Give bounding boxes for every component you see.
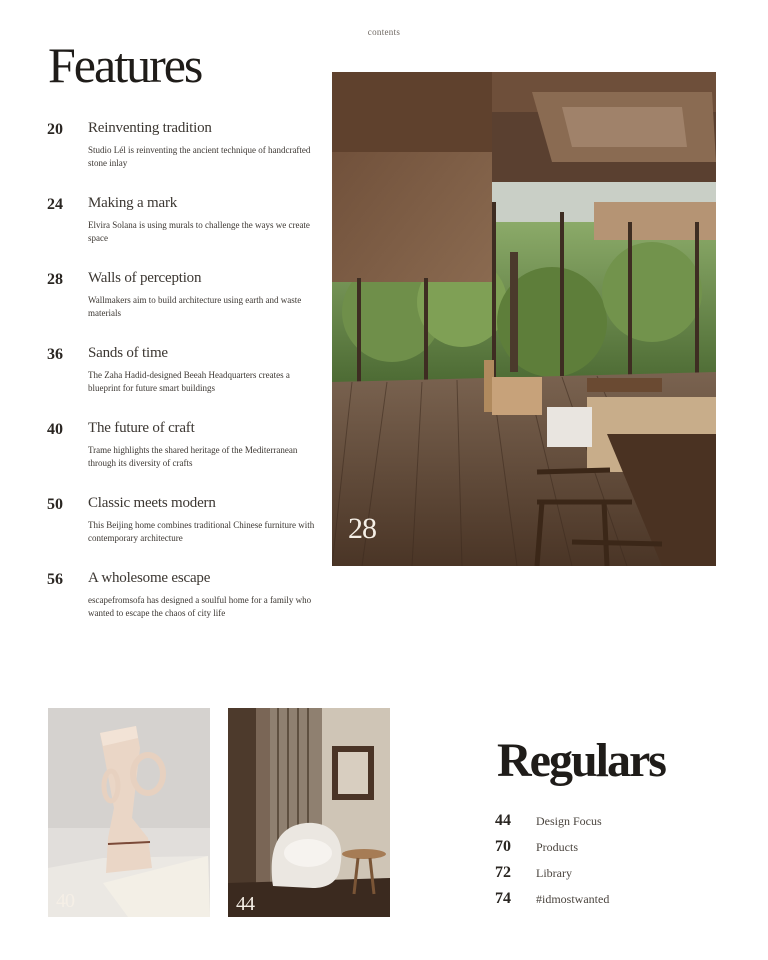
feature-heading: Sands of time [88,345,168,361]
regular-label: Products [536,840,578,854]
feature-heading: Walls of perception [88,270,202,286]
ceramic-vase-illustration [48,708,210,917]
feature-page-number: 28 [47,271,63,288]
regular-page-number: 44 [495,812,511,829]
feature-description: Trame highlights the shared heritage of the Mediterranean through its diversity of crafts [88,445,298,468]
regular-page-number: 70 [495,838,511,855]
feature-description: Studio Lél is reinventing the ancient technique of handcrafted stone inlay [88,145,311,168]
main-feature-photo[interactable] [332,72,716,566]
feature-page-number: 50 [47,496,63,513]
feature-heading: Making a mark [88,195,178,211]
regular-item[interactable] [495,838,695,858]
regular-label: Design Focus [536,814,602,828]
features-title: Features [48,37,202,93]
feature-heading: A wholesome escape [88,570,211,586]
feature-heading: Classic meets modern [88,495,216,511]
feature-description: escapefromsofa has designed a soulful home for a family who wanted to escape the chaos of city life [88,595,312,618]
feature-heading: The future of craft [88,420,195,436]
interior-room-illustration [332,72,716,566]
vase-photo[interactable] [48,708,210,917]
chair-photo[interactable] [228,708,390,917]
regular-page-number: 74 [495,890,511,907]
regulars-title: Regulars [497,734,665,787]
regular-item[interactable] [495,890,695,910]
feature-page-number: 56 [47,571,63,588]
regular-label: Library [536,866,572,880]
feature-description: The Zaha Hadid-designed Beeah Headquarters creates a blueprint for future smart buildings [88,370,290,393]
lounge-chair-illustration [228,708,390,917]
feature-page-number: 36 [47,346,63,363]
regular-page-number: 72 [495,864,511,881]
feature-description: Elvira Solana is using murals to challenge the ways we create space [88,220,310,243]
feature-heading: Reinventing tradition [88,120,212,136]
photo-page-number: 28 [348,512,376,545]
photo-page-number: 40 [56,890,74,912]
feature-page-number: 24 [47,196,63,213]
section-label: contents [367,27,401,37]
regular-item[interactable] [495,864,695,884]
regular-item[interactable] [495,812,695,832]
regular-label: #idmostwanted [536,892,610,906]
feature-page-number: 20 [47,121,63,138]
feature-description: Wallmakers aim to build architecture using earth and waste materials [88,295,302,318]
feature-page-number: 40 [47,421,63,438]
feature-description: This Beijing home combines traditional Chinese furniture with contemporary architecture [88,520,315,543]
photo-page-number: 44 [236,893,254,915]
